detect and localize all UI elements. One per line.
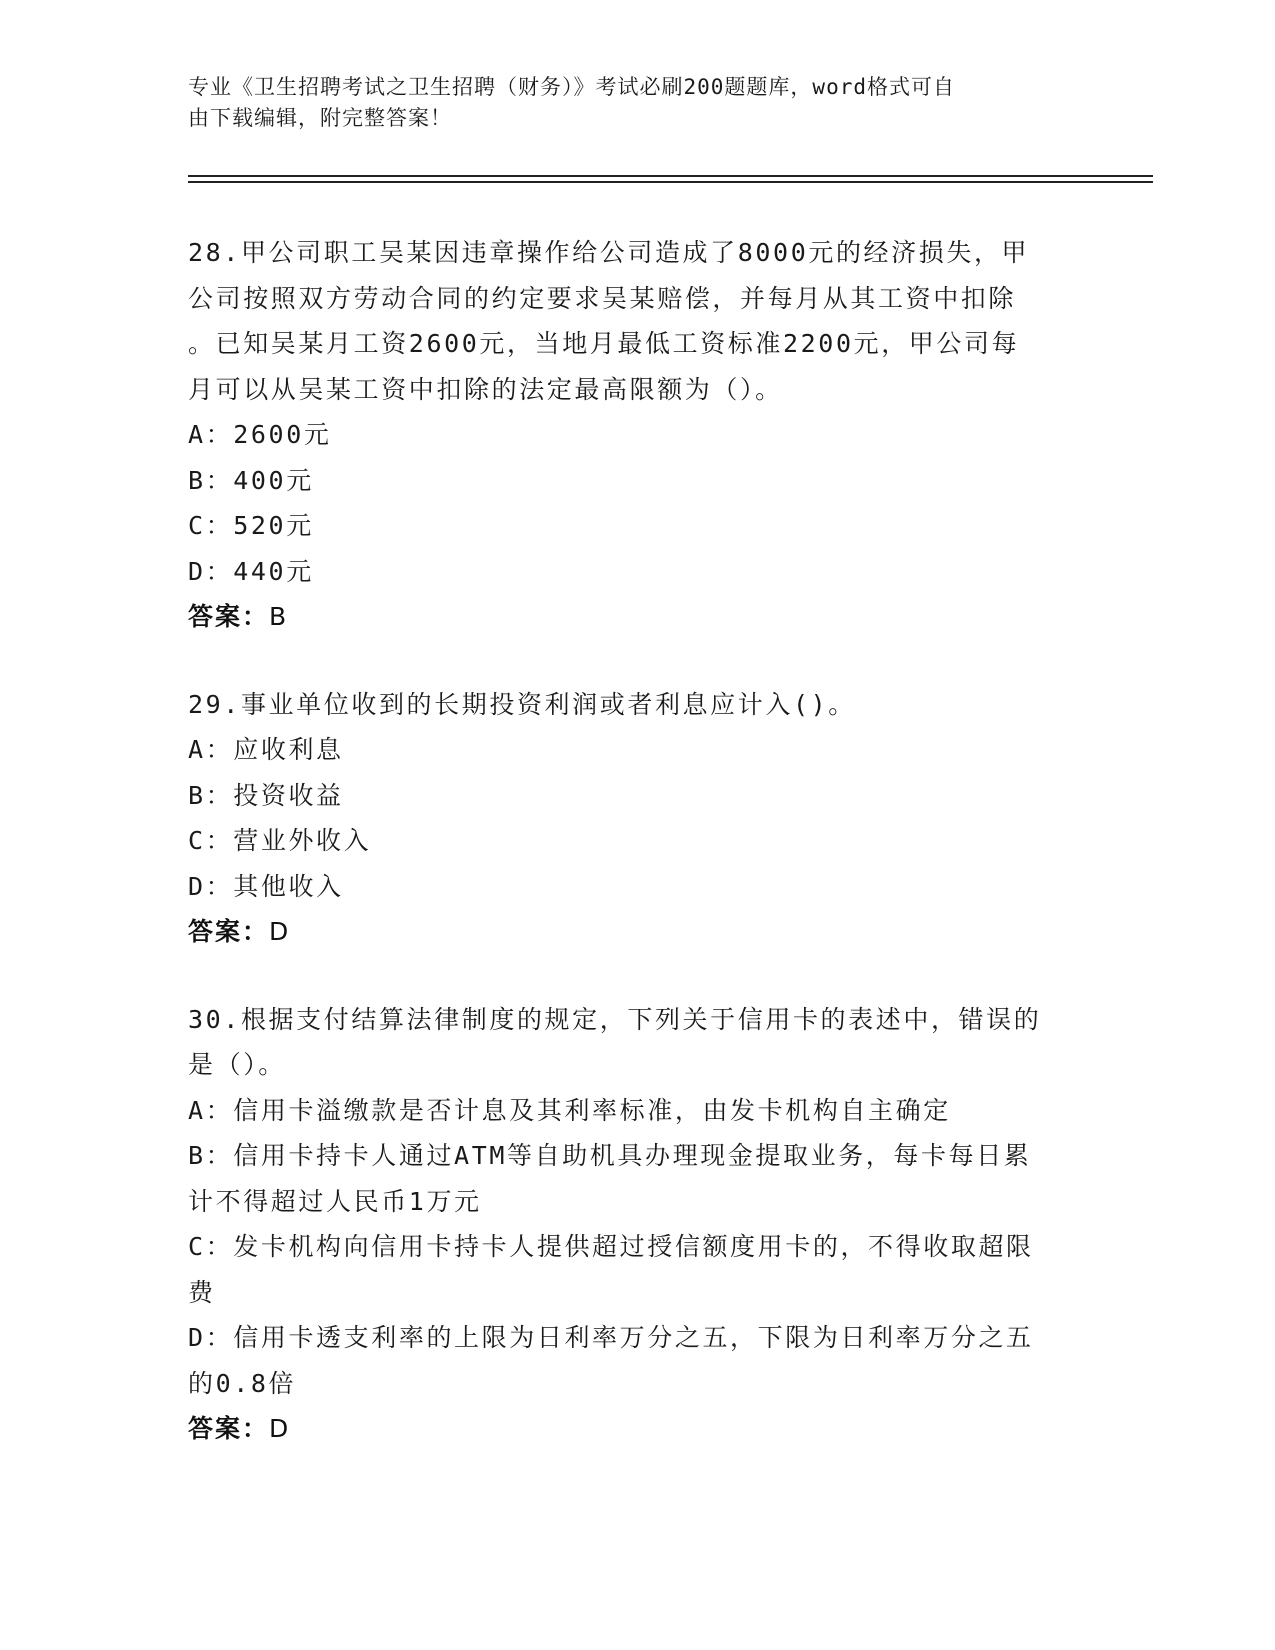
- answer-option-line: B：投资收益: [188, 780, 344, 810]
- question-stem-line: 公司按照双方劳动合同的约定要求吴某赔偿，并每月从其工资中扣除: [188, 283, 1017, 313]
- header-line-2: 由下载编辑，附完整答案！: [188, 106, 452, 130]
- answer-option: [188, 1315, 1088, 1406]
- answer-option-line: A：信用卡溢缴款是否计息及其利率标准，由发卡机构自主确定: [188, 1095, 951, 1125]
- answer-option-line: C：营业外收入: [188, 826, 372, 855]
- answer-option-line: D：信用卡透支利率的上限为日利率万分之五，下限为日利率万分之五: [188, 1323, 1034, 1352]
- answer-option: [188, 1133, 1088, 1224]
- answer-option-line: B：400元: [188, 465, 314, 495]
- answer-option-line: B：信用卡持卡人通过ATM等自助机具办理现金提取业务，每卡每日累: [188, 1141, 1032, 1170]
- question-3: [188, 997, 1088, 1452]
- answer-label: 答案：: [188, 917, 270, 946]
- answer-option-line: A：应收利息: [188, 735, 344, 764]
- answer-label: 答案：: [188, 1414, 270, 1443]
- answer-key: [188, 909, 1088, 955]
- answer-option-line: 的0.8倍: [188, 1368, 297, 1398]
- question-stem-line: 28.甲公司职工吴某因违章操作给公司造成了8000元的经济损失，甲: [188, 238, 1030, 267]
- answer-option: [188, 773, 1088, 819]
- header-line-1: 专业《卫生招聘考试之卫生招聘（财务）》考试必刷200题题库，word格式可自: [188, 75, 955, 99]
- question-stem-line: 是（）。: [188, 1050, 286, 1079]
- answer-value: D: [269, 1414, 291, 1443]
- question-stem-line: 月可以从吴某工资中扣除的法定最高限额为（）。: [188, 374, 783, 404]
- answer-label: 答案：: [188, 602, 270, 631]
- answer-option: [188, 549, 1088, 595]
- answer-option: [188, 1224, 1088, 1315]
- answer-key: [188, 594, 1088, 640]
- answer-option: [188, 412, 1088, 458]
- answer-option: [188, 1088, 1088, 1134]
- answer-option-line: 计不得超过人民币1万元: [188, 1186, 482, 1216]
- answer-value: B: [269, 602, 289, 631]
- answer-key: [188, 1406, 1088, 1452]
- answer-option-line: A：2600元: [188, 420, 332, 449]
- header-divider-bottom: [188, 181, 1153, 183]
- answer-option: [188, 503, 1088, 549]
- question-stem-line: 。已知吴某月工资2600元，当地月最低工资标准2200元，甲公司每: [188, 329, 1020, 358]
- answer-option: [188, 864, 1088, 910]
- question-stem-line: 29.事业单位收到的长期投资利润或者利息应计入()。: [188, 689, 856, 719]
- answer-option-line: C：发卡机构向信用卡持卡人提供超过授信额度用卡的，不得收取超限: [188, 1232, 1034, 1261]
- question-stem-line: 30.根据支付结算法律制度的规定，下列关于信用卡的表述中，错误的: [188, 1004, 1042, 1034]
- question-2: [188, 682, 1088, 955]
- answer-option: [188, 458, 1088, 504]
- answer-option-line: D：其他收入: [188, 871, 344, 901]
- answer-option-line: C：520元: [188, 511, 314, 540]
- question-list: [188, 230, 1088, 1494]
- question-1: [188, 230, 1088, 640]
- answer-value: D: [269, 917, 291, 946]
- answer-option: [188, 727, 1088, 773]
- document-header: [188, 72, 1088, 134]
- answer-option-line: 费: [188, 1277, 216, 1307]
- answer-option-line: D：440元: [188, 556, 314, 586]
- answer-option: [188, 818, 1088, 864]
- header-divider-top: [188, 175, 1153, 177]
